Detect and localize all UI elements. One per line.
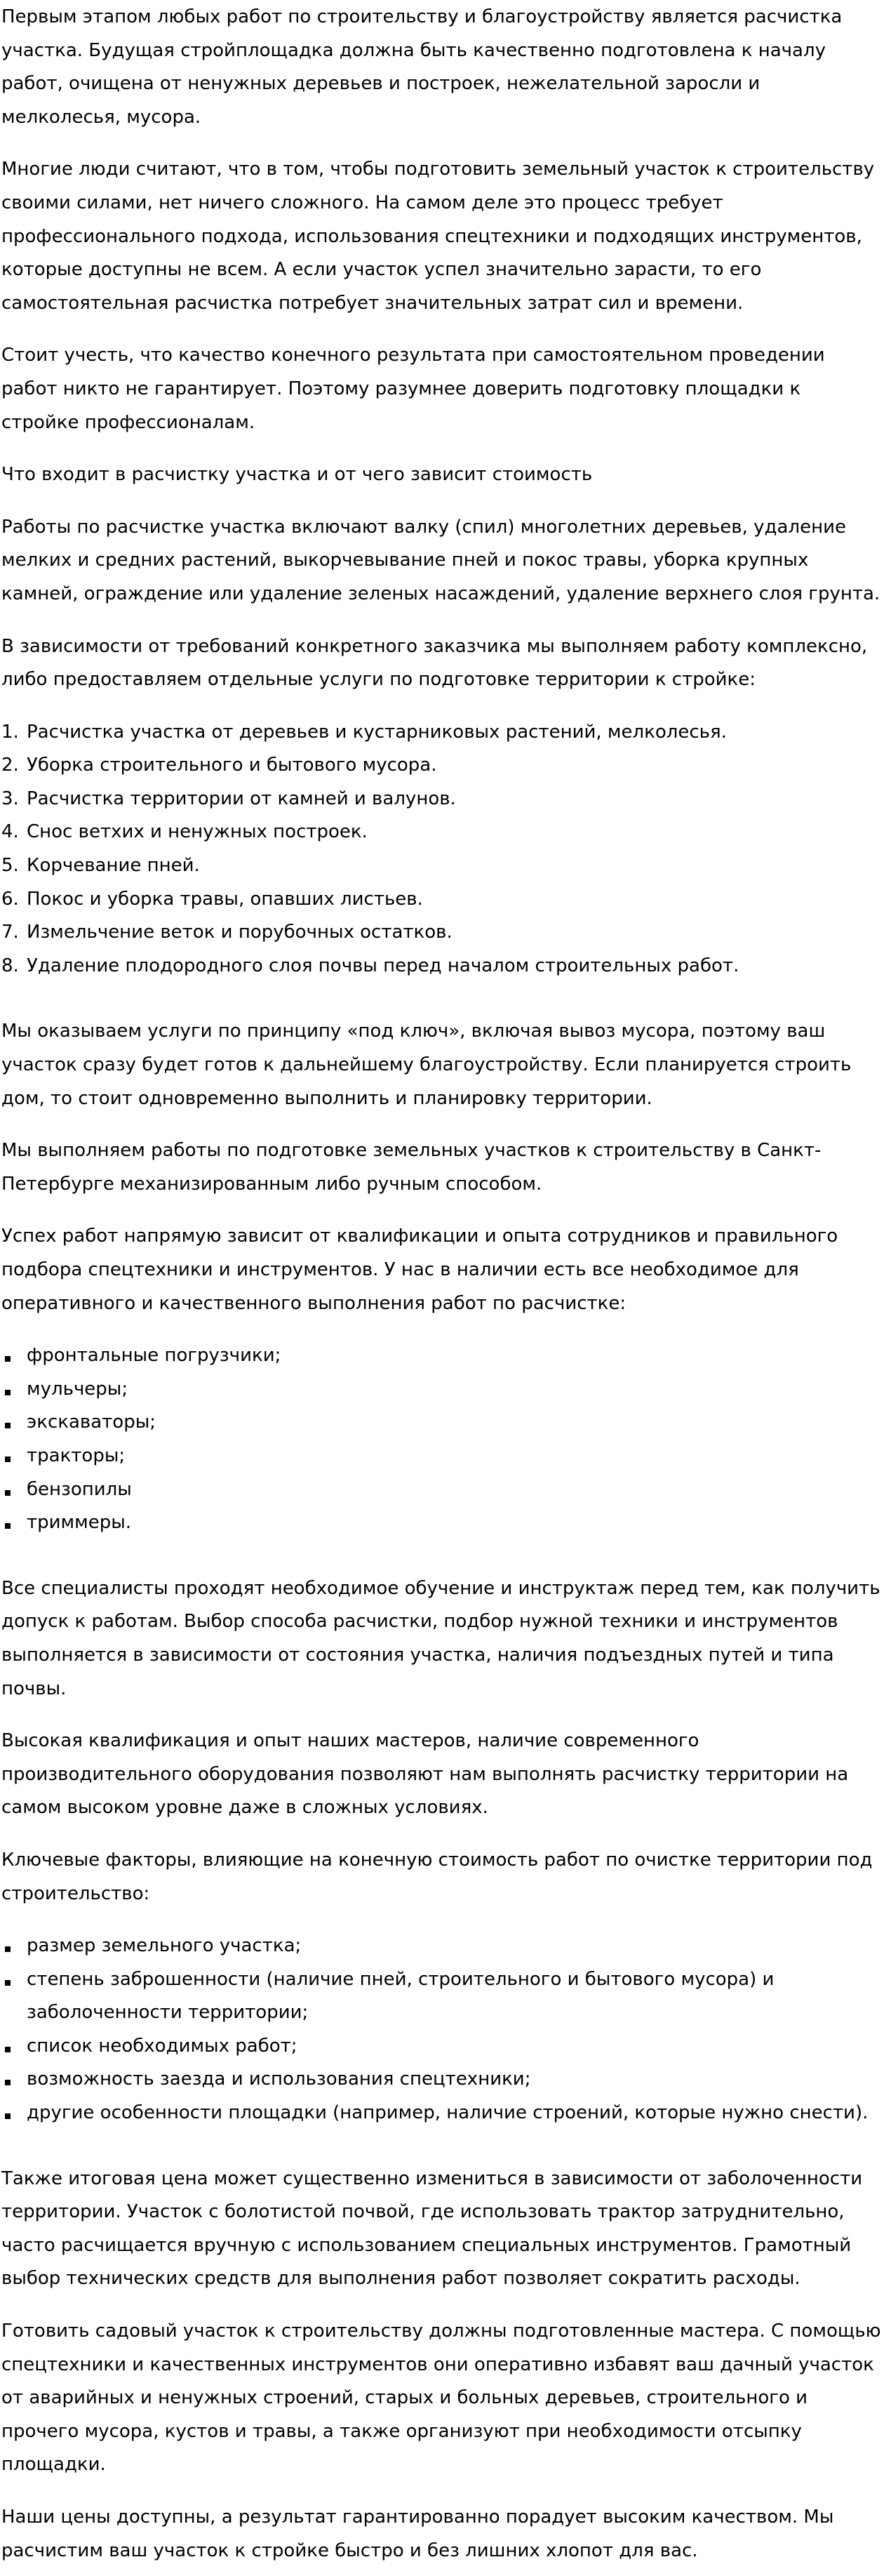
square-bullet-icon xyxy=(5,1356,11,1362)
square-bullet-icon xyxy=(5,1456,11,1462)
list-item-text: Расчистка участка от деревьев и кустарниковых растений, мелколесья. xyxy=(27,721,727,743)
list-item xyxy=(1,749,883,783)
list-item-text: Уборка строительного и бытового мусора. xyxy=(27,755,437,776)
services-numbered-list xyxy=(1,716,883,983)
square-bullet-icon xyxy=(5,2047,11,2052)
list-number: 1. xyxy=(1,721,19,743)
article-body xyxy=(1,1,883,2568)
list-item-text: Измельчение веток и порубочных остатков. xyxy=(27,922,453,943)
paragraph-works-include: Работы по расчистке участка включают валку (спил) многолетних деревьев, удаление мелких и средних растений, выкорчевывание пней и покос травы, уборка крупных камней, ограждение или удаление зеленых насаждений, удаление верхнего слоя грунта. xyxy=(1,516,880,604)
list-item xyxy=(27,1440,883,1473)
paragraph-masters: Готовить садовый участок к строительству должны подготовленные мастера. С помощью спецтехники и качественных инструментов они оперативно избавят ваш дачный участок от аварийных и ненужных строений, старых и больных деревьев, строительного и прочего мусора, кустов и травы, а также организуют при необходимости отсыпку площадки. xyxy=(1,2321,881,2476)
square-bullet-icon xyxy=(5,1390,11,1395)
square-bullet-icon xyxy=(5,2080,11,2085)
square-bullet-icon xyxy=(5,1980,11,1986)
list-item xyxy=(1,716,883,750)
list-number: 7. xyxy=(1,922,19,943)
list-item xyxy=(27,1406,883,1440)
list-item-text: Снос ветхих и ненужных построек. xyxy=(27,821,368,843)
list-item-text: экскаваторы; xyxy=(27,1412,156,1433)
list-item-text: размер земельного участка; xyxy=(27,1935,302,1957)
paragraph-success: Успех работ напрямую зависит от квалификации и опыта сотрудников и правильного подбора спецтехники и инструментов. У нас в наличии есть все необходимое для оперативного и качественного выполнения работ по расчистке: xyxy=(1,1226,838,1314)
paragraph-depending: В зависимости от требований конкретного заказчика мы выполняем работу комплексно, либо предоставляем отдельные услуги по подготовке территории к стройке: xyxy=(1,635,868,691)
list-item-text: фронтальные погрузчики; xyxy=(27,1345,281,1367)
list-item xyxy=(27,1473,883,1507)
paragraph-quality: Стоит учесть, что качество конечного результата при самостоятельном проведении работ никто не гарантирует. Поэтому разумнее доверить подготовку площадки к стройке профессионалам. xyxy=(1,345,825,433)
paragraph-turnkey: Мы оказываем услуги по принципу «под ключ», включая вывоз мусора, поэтому ваш участок сразу будет готов к дальнейшему благоустройству. Если планируется строить дом, то стоит одновременно выполнить и планировку территории. xyxy=(1,1021,852,1109)
list-item xyxy=(1,783,883,816)
list-item-text: список необходимых работ; xyxy=(27,2035,297,2057)
list-item xyxy=(1,950,883,983)
square-bullet-icon xyxy=(5,1523,11,1529)
paragraph-qualification: Высокая квалификация и опыт наших мастеров, наличие современного производительного оборудования позволяют нам выполнять расчистку территории на самом высоком уровне даже в сложных условиях. xyxy=(1,1730,849,1819)
list-number: 2. xyxy=(1,755,19,776)
list-item-text: возможность заезда и использования спецтехники; xyxy=(27,2069,531,2090)
paragraph-final-price: Также итоговая цена может существенно измениться в зависимости от заболоченности территории. Участок с болотистой почвой, где использовать трактор затруднительно, часто расчищается вручную с использованием специальных инструментов. Грамотный выбор технических средств для выполнения работ позволяет сократить расходы. xyxy=(1,2167,863,2290)
paragraph-specialists: Все специалисты проходят необходимое обучение и инструктаж перед тем, как получить допуск к работам. Выбор способа расчистки, подбор нужной техники и инструментов выполняется в зависимости от состояния участка, наличия подъездных путей и типа почвы. xyxy=(1,1577,880,1699)
list-item xyxy=(27,1339,883,1373)
factors-bullet-list xyxy=(1,1930,883,2130)
list-item-text: бензопилы xyxy=(27,1478,132,1500)
paragraph-key-factors: Ключевые факторы, влияющие на конечную стоимость работ по очистке территории под строительство: xyxy=(1,1849,873,1904)
list-item-text: триммеры. xyxy=(27,1512,132,1534)
paragraph-many-people: Многие люди считают, что в том, чтобы подготовить земельный участок к строительству своими силами, нет ничего сложного. На самом деле это процесс требует профессионального подхода, использования спецтехники и подходящих инструментов, которые доступны не всем. А если участок успел значительно зарасти, то его самостоятельная расчистка потребует значительных затрат сил и времени. xyxy=(1,159,875,314)
list-item xyxy=(1,816,883,849)
list-item-text: степень заброшенности (наличие пней, строительного и бытового мусора) и заболоченности территории; xyxy=(27,1968,775,2024)
list-item xyxy=(27,1963,883,2030)
list-item xyxy=(27,2063,883,2097)
paragraph-intro: Первым этапом любых работ по строительству и благоустройству является расчистка участка. Будущая стройплощадка должна быть качественно подготовлена к началу работ, очищена от ненужных деревьев и построек, нежелательной заросли и мелколесья, мусора. xyxy=(1,6,843,128)
square-bullet-icon xyxy=(5,2113,11,2119)
list-item-text: Расчистка территории от камней и валунов. xyxy=(27,788,456,809)
list-number: 3. xyxy=(1,788,19,809)
list-item-text: Удаление плодородного слоя почвы перед началом строительных работ. xyxy=(27,955,739,976)
list-item xyxy=(27,1930,883,1963)
list-number: 6. xyxy=(1,888,19,910)
list-item xyxy=(27,2097,883,2130)
list-item xyxy=(1,916,883,950)
list-number: 4. xyxy=(1,821,19,843)
paragraph-spb: Мы выполняем работы по подготовке земельных участков к строительству в Санкт-Петербурге механизированным либо ручным способом. xyxy=(1,1140,822,1195)
square-bullet-icon xyxy=(5,1490,11,1496)
list-item-text: другие особенности площадки (например, наличие строений, которые нужно снести). xyxy=(27,2102,869,2124)
square-bullet-icon xyxy=(5,1423,11,1428)
list-number: 8. xyxy=(1,955,19,976)
list-item xyxy=(1,883,883,917)
paragraph-prices: Наши цены доступны, а результат гарантированно порадует высоким качеством. Мы расчистим ваш участок к стройке быстро и без лишних хлопот для вас. xyxy=(1,2507,834,2561)
list-item xyxy=(27,1506,883,1540)
square-bullet-icon xyxy=(5,1946,11,1952)
list-item-text: Покос и уборка травы, опавших листьев. xyxy=(27,888,423,910)
list-item-text: тракторы; xyxy=(27,1445,126,1466)
list-item-text: мульчеры; xyxy=(27,1378,128,1400)
equipment-bullet-list xyxy=(1,1339,883,1540)
list-item xyxy=(1,849,883,883)
section-heading: Что входит в расчистку участка и от чего зависит стоимость xyxy=(1,464,593,486)
list-item xyxy=(27,1373,883,1407)
list-item xyxy=(27,2030,883,2064)
list-number: 5. xyxy=(1,855,19,877)
list-item-text: Корчевание пней. xyxy=(27,855,200,877)
